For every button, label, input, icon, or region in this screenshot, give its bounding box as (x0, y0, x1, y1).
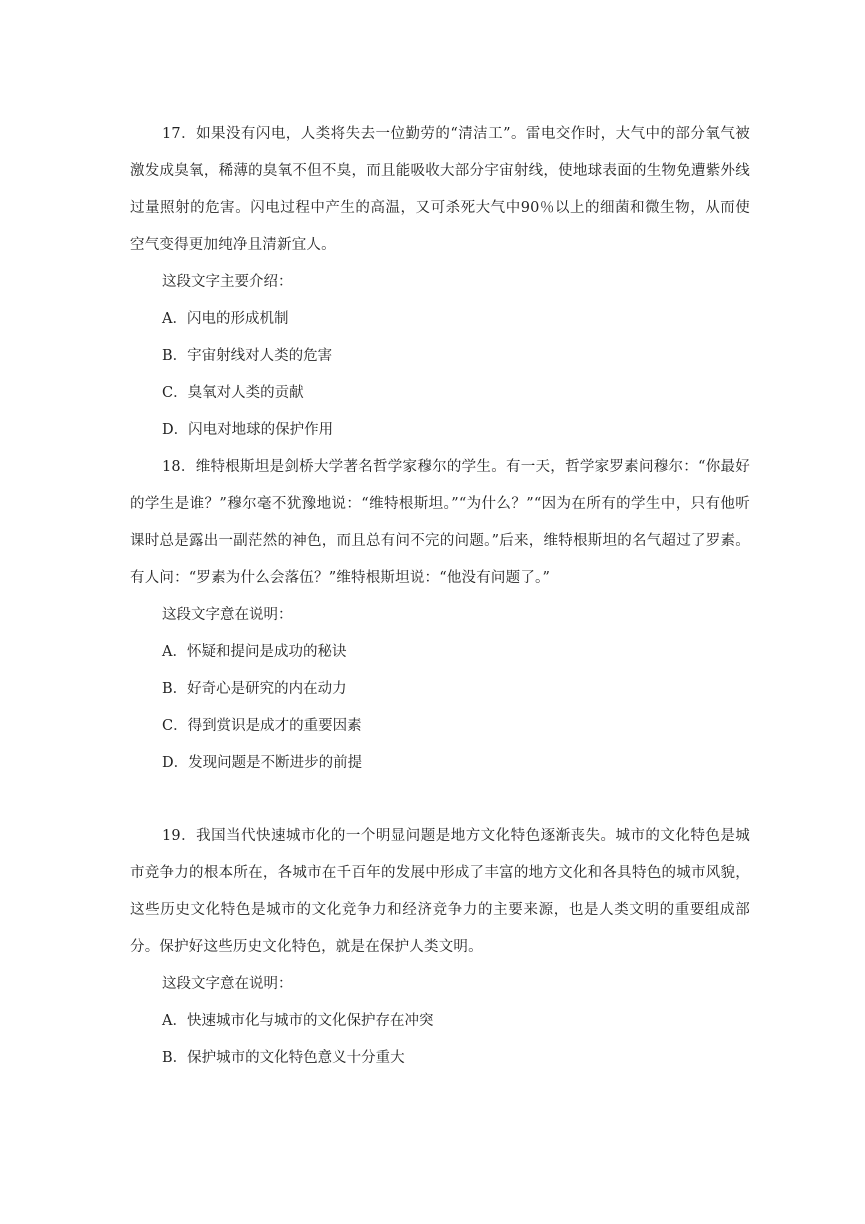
question-19 (130, 818, 750, 1077)
question-17 (130, 116, 750, 449)
option-b: B．好奇心是研究的内在动力 (162, 681, 347, 697)
option-a: A．闪电的形成机制 (162, 311, 289, 327)
question-prompt: 这段文字意在说明： (162, 607, 293, 623)
question-stem: 19．我国当代快速城市化的一个明显问题是地方文化特色逐渐丧失。城市的文化特色是城市竞争力的根本所在，各城市在千百年的发展中形成了丰富的地方文化和各具特色的城市风貌，这些历史文化特色是城市的文化竞争力和经济竞争力的主要来源，也是人类文明的重要组成部分。保护好这些历史文化特色，就是在保护人类文明。 (130, 828, 750, 955)
option-d: D．发现问题是不断进步的前提 (162, 755, 363, 771)
document-content (130, 116, 750, 1077)
question-prompt: 这段文字意在说明： (162, 976, 293, 992)
option-a: A．快速城市化与城市的文化保护存在冲突 (162, 1013, 434, 1029)
question-stem: 17．如果没有闪电，人类将失去一位勤劳的“清洁工”。雷电交作时，大气中的部分氧气被激发成臭氧，稀薄的臭氧不但不臭，而且能吸收大部分宇宙射线，使地球表面的生物免遭紫外线过量照射的危害。闪电过程中产生的高温，又可杀死大气中90％以上的细菌和微生物，从而使空气变得更加纯净且清新宜人。 (130, 126, 750, 253)
option-b: B．保护城市的文化特色意义十分重大 (162, 1050, 405, 1066)
question-18 (130, 449, 750, 782)
option-a: A．怀疑和提问是成功的秘诀 (162, 644, 347, 660)
option-d: D．闪电对地球的保护作用 (162, 422, 334, 438)
question-stem: 18．维特根斯坦是剑桥大学著名哲学家穆尔的学生。有一天，哲学家罗素问穆尔：“你最好的学生是谁？”穆尔毫不犹豫地说：“维特根斯坦。”“为什么？”“因为在所有的学生中，只有他听课时总是露出一副茫然的神色，而且总有问不完的问题。”后来，维特根斯坦的名气超过了罗素。有人问：“罗素为什么会落伍？”维特根斯坦说：“他没有问题了。” (130, 459, 750, 586)
option-c: C．得到赏识是成才的重要因素 (162, 718, 362, 734)
section-spacer (130, 782, 750, 818)
question-prompt: 这段文字主要介绍： (162, 274, 293, 290)
option-b: B．宇宙射线对人类的危害 (162, 348, 333, 364)
option-c: C．臭氧对人类的贡献 (162, 385, 304, 401)
